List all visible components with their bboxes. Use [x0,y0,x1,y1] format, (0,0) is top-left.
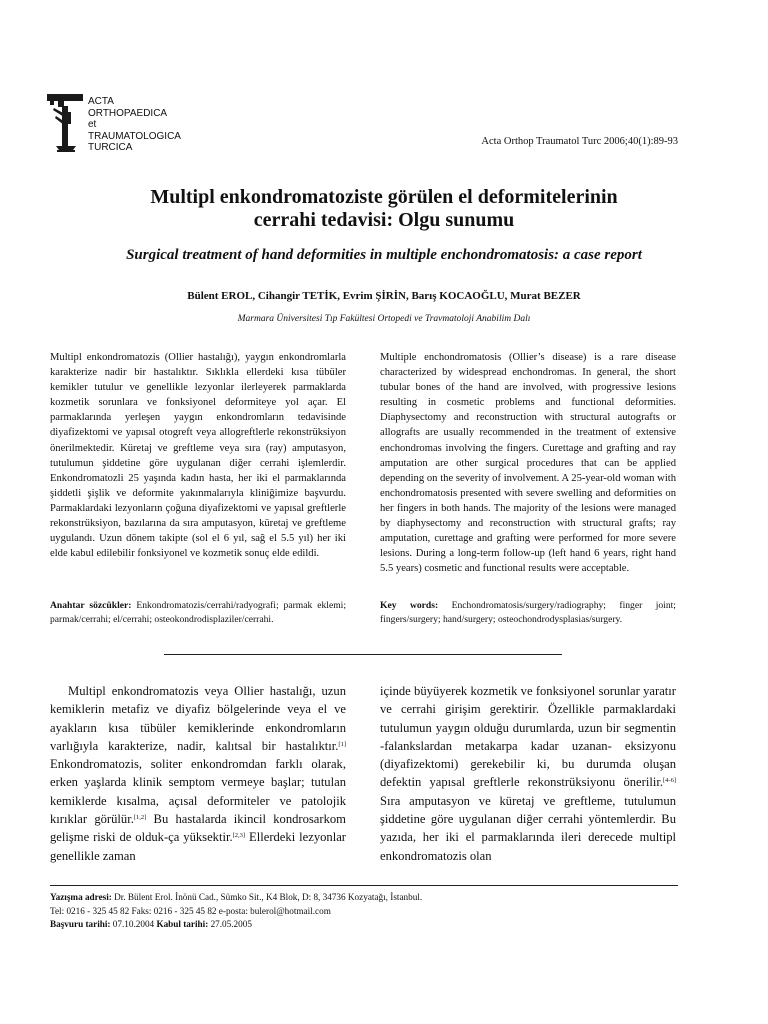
citation-ref: [4-6] [663,777,676,785]
keywords-text: Enchondromatosis/surgery/radiography; finger joint; fingers/surgery; hand/surgery; osteochondrodysplasias/surgery. [380,600,676,625]
logo-line: et [88,119,97,130]
citation-ref: [2,3] [232,832,246,840]
body-text: içinde büyüyerek kozmetik ve fonksiyonel sorunlar yaratır ve cerrahi girişim gerektirir. Özellikle parmaklardaki tutulumun yaygın olduğu durumlarda, uzun bir segmentin -falankslardan metakarpa kadar uzanan- eksizyonu (diyafizektomi) gerekebilir ki, bu durumda oluşan defektin yapısal greftlerle rekonstrüksiyonu önerilir. [380,684,676,790]
keywords-turkish [50,599,346,627]
journal-logo [46,92,236,154]
tree-emblem-icon [46,92,86,154]
logo-line: TURCICA [88,142,133,153]
submission-dates [50,918,690,932]
body-text: Enkondromatozis, soliter enkondromdan farklı olarak, erken yaşlarda klinik semptom vermeye başlar; tutulan kemiklerde kısalma, açısal deformiteler ve patolojik kırıklar görülür. [50,757,346,827]
logo-line: ACTA [88,96,114,107]
title-line-2: cerrahi tedavisi: Olgu sunumu [253,209,515,231]
address-label: Yazışma adresi: [50,892,112,902]
keywords-label: Key words: [380,600,439,611]
contact-info: Tel: 0216 - 325 45 82 Faks: 0216 - 325 45 82 e-posta: bulerol@hotmail.com [50,905,331,916]
article-title [40,186,728,232]
author-affiliation: Marmara Üniversitesi Tıp Fakültesi Ortopedi ve Travmatoloji Anabilim Dalı [237,314,531,324]
accepted-date: 27.05.2005 [210,919,252,930]
logo-line: ORTHOPAEDICA [88,107,168,119]
author-list: Bülent EROL, Cihangir TETİK, Evrim ŞİRİN, Barış KOCAOĞLU, Murat BEZER [187,290,581,302]
keywords-label: Anahtar sözcükler: [50,600,132,611]
keywords-text: Enkondromatozis/cerrahi/radyografi; parmak eklemi; parmak/cerrahi; el/cerrahi; osteokondrodisplaziler/cerrahi. [50,600,346,625]
body-column-left [50,682,346,865]
body-text: Ellerdeki lezyonlar genellikle zaman [50,830,346,863]
body-column-right [380,682,676,865]
keywords-english [380,599,676,627]
journal-name [88,96,181,154]
submitted-label: Başvuru tarihi: [50,919,111,930]
submitted-date: 07.10.2004 [112,919,155,930]
correspondence-footer [50,891,690,932]
citation-ref: [1,2] [133,814,147,822]
citation-ref: [1] [338,740,346,748]
correspondence-address [50,891,690,905]
accepted-label: Kabul tarihi: [156,919,209,930]
logo-line: TRAUMATOLOGICA [88,130,181,142]
english-title: Surgical treatment of hand deformities in multiple enchondromatosis: a case report [126,247,642,263]
address-text: Dr. Bülent Erol. İnönü Cad., Sümko Sit., K4 Blok, D: 8, 34736 Kozyatağı, İstanbul. [114,892,423,902]
journal-citation: Acta Orthop Traumatol Turc 2006;40(1):89-93 [481,136,678,147]
title-line-1: Multipl enkondromatoziste görülen el deformitelerinin [150,186,618,208]
abstract-turkish: Multipl enkondromatozis (Ollier hastalığı), yaygın enkondromlarla karakterize nadir bir hastalıktır. Sıklıkla ellerdeki kısa tübüler kemikler tutulur ve genellikle lezyonlar ilerleyerek parmaklarda kozmetik sorunlara ve fonksiyonel deformiteye yol açar. El parmaklarında yerleşen yaygın enkondromların tedavisinde diyafizektomi ve yapısal otogreft veya allogreftlerle rekonstrüksiyon önerilmektedir. Küretaj ve greftleme veya sıra (ray) amputasyon, tutulumun şiddetine göre uygulanan diğer cerrahi işlemlerdir. Enkondromatozli 25 yaşında kadın hasta, her iki el parmaklarında şiddetli şişlik ve deformite yakınmalarıyla kliniğimize başvurdu. Parmaklardaki lezyonların çoğuna diyafizektomi ve yapısal greftlerle rekonstrüksiyon, bazılarına da sıra amputasyon, küretaj ve greftleme uygulandı. Uzun dönem takipte (sol el 6 yıl, sağ el 5.5 yıl) her iki elde kabul edilebilir fonksiyonel ve kozmetik sonuç elde edildi. [50,352,346,560]
body-text: Multipl enkondromatozis veya Ollier hastalığı, uzun kemiklerin metafiz ve diyafiz bölgelerinde veya el ve ayakların kısa tübüler kemiklerinde enkondromların varlığıyla karakterize, nadir, kalıtsal bir hastalıktır. [50,684,346,753]
body-text: Bu hastalarda ikincil kondrosarkom gelişme riski de olduk-ça yüksektir. [50,812,346,845]
abstract-english: Multiple enchondromatosis (Ollier’s disease) is a rare disease characterized by widespread enchondromas. In general, the short tubular bones of the hand are involved, with progressive lesions resulting in cosmetic problems and functional deformities. Diaphysectomy and reconstruction with structural autografts or allografts are usually recommended in the treatment of extensive enchondromas involving the fingers. Curettage and grafting and ray amputation are other surgical procedures that can be applied depending on the severity of involvement. A 25-year-old woman with enchondromatosis presented with severe swelling and deformities on her fingers in both hands. The majority of the lesions were managed by diaphysectomy and reconstruction with structural grafts; ray amputation, curettage and grafting were performed for more severe lesions. During a long-term follow-up (left hand 6 years, right hand 5.5 years) cosmetic and functional results were acceptable. [380,352,676,575]
footer-divider [50,885,678,886]
body-text: Sıra amputasyon ve küretaj ve greftleme, tutulumun şiddetine göre uygulanan diğer cerrahi yöntemlerdir. Bu yazıda, her iki el parmaklarında ileri derecede multipl enkondromatozis olan [380,793,676,863]
section-divider [164,654,562,655]
